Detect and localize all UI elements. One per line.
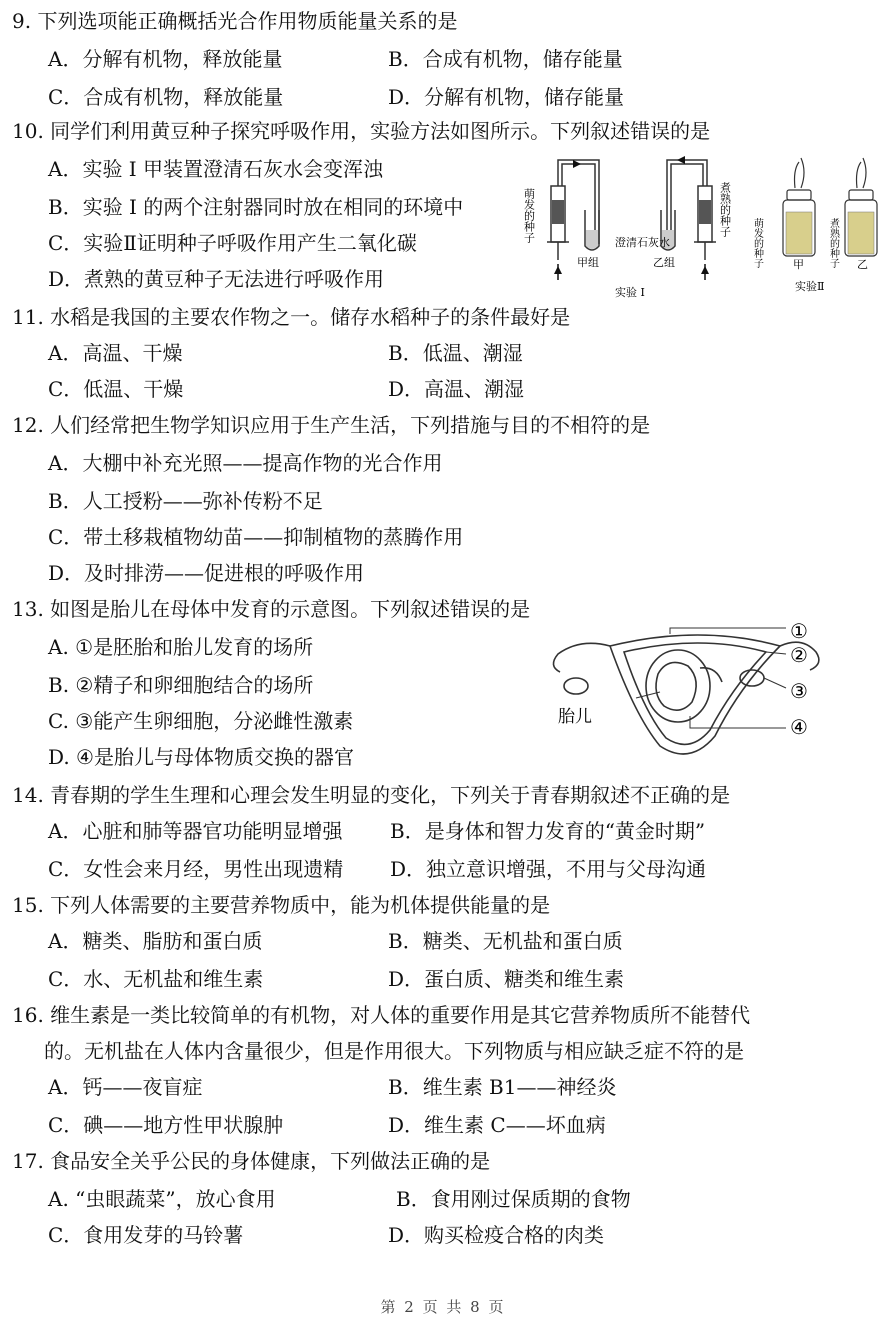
question-12: 12. 人们经常把生物学知识应用于生产生活，下列措施与目的不相符的是: [12, 413, 651, 437]
option-13d[interactable]: D. ④是胎儿与母体物质交换的器官: [48, 745, 354, 769]
option-9a[interactable]: A．分解有机物，释放能量: [48, 47, 283, 71]
option-13a[interactable]: A. ①是胚胎和胎儿发育的场所: [48, 635, 314, 659]
ovary-left: [564, 678, 588, 694]
option-12b[interactable]: B．人工授粉——弥补传粉不足: [48, 489, 323, 513]
option-9b[interactable]: B．合成有机物，储存能量: [388, 47, 623, 71]
label-group-b: 乙组: [653, 256, 675, 269]
label-germinating-seeds: 萌发的种子: [522, 188, 536, 243]
option-11c[interactable]: C．低温、干燥: [48, 377, 184, 401]
question-16-continued: 的。无机盐在人体内含量很少，但是作用很大。下列物质与相应缺乏症不符的是: [44, 1039, 744, 1063]
option-15b[interactable]: B．糖类、无机盐和蛋白质: [388, 929, 623, 953]
label-experiment-2: 实验Ⅱ: [795, 280, 825, 293]
option-16d[interactable]: D．维生素 C——坏血病: [388, 1113, 606, 1137]
option-17d[interactable]: D．购买检疫合格的肉类: [388, 1223, 605, 1247]
option-14a[interactable]: A．心脏和肺等器官功能明显增强: [48, 819, 343, 843]
jar-label-cooked: 煮熟的种子: [827, 218, 839, 268]
oviduct-left: [553, 643, 610, 672]
label-2: ②: [790, 643, 808, 667]
option-16a[interactable]: A．钙——夜盲症: [48, 1075, 203, 1099]
option-14b[interactable]: B．是身体和智力发育的“黄金时期”: [390, 819, 706, 843]
question-10: 10. 同学们利用黄豆种子探究呼吸作用，实验方法如图所示。下列叙述错误的是: [12, 119, 711, 143]
option-17b[interactable]: B．食用刚过保质期的食物: [396, 1187, 631, 1211]
option-12d[interactable]: D．及时排涝——促进根的呼吸作用: [48, 561, 365, 585]
question-11: 11. 水稻是我国的主要农作物之一。储存水稻种子的条件最好是: [12, 305, 571, 329]
option-12a[interactable]: A．大棚中补充光照——提高作物的光合作用: [48, 451, 443, 475]
option-9c[interactable]: C．合成有机物，释放能量: [48, 85, 284, 109]
arrow-icon-left: [573, 160, 581, 168]
question-15: 15. 下列人体需要的主要营养物质中，能为机体提供能量的是: [12, 893, 551, 917]
option-10d[interactable]: D．煮熟的黄豆种子无法进行呼吸作用: [48, 267, 385, 291]
option-14c[interactable]: C．女性会来月经，男性出现遗精: [48, 857, 344, 881]
option-10a[interactable]: A．实验 Ⅰ 甲装置澄清石灰水会变浑浊: [48, 157, 384, 181]
jar-label-b: 乙: [857, 258, 868, 271]
label-cooked-seeds: 煮熟的种子: [718, 182, 732, 237]
label-limewater: 澄清石灰水: [615, 236, 670, 249]
label-fetus: 胎儿: [558, 707, 592, 727]
question-9: 9. 下列选项能正确概括光合作用物质能量关系的是: [12, 9, 458, 33]
label-3: ③: [790, 679, 808, 703]
label-group-a: 甲组: [577, 256, 599, 269]
fetus: [656, 662, 696, 710]
question-14: 14. 青春期的学生生理和心理会发生明显的变化，下列关于青春期叙述不正确的是: [12, 783, 731, 807]
option-15a[interactable]: A．糖类、脂肪和蛋白质: [48, 929, 263, 953]
option-16c[interactable]: C．碘——地方性甲状腺肿: [48, 1113, 284, 1137]
option-10b[interactable]: B．实验 Ⅰ 的两个注射器同时放在相同的环境中: [48, 195, 464, 219]
jar-label-a: 甲: [793, 258, 804, 271]
question-17: 17. 食品安全关乎公民的身体健康，下列做法正确的是: [12, 1149, 491, 1173]
option-13b[interactable]: B. ②精子和卵细胞结合的场所: [48, 673, 314, 697]
option-15c[interactable]: C．水、无机盐和维生素: [48, 967, 264, 991]
question-13: 13. 如图是胎儿在母体中发育的示意图。下列叙述错误的是: [12, 597, 531, 621]
label-4: ④: [790, 715, 808, 739]
page-footer: 第 2 页 共 8 页: [380, 1298, 506, 1316]
option-11a[interactable]: A．高温、干燥: [48, 341, 183, 365]
option-10c[interactable]: C．实验Ⅱ证明种子呼吸作用产生二氧化碳: [48, 231, 417, 255]
option-17a[interactable]: A. “虫眼蔬菜”，放心食用: [48, 1187, 276, 1211]
option-11d[interactable]: D．高温、潮湿: [388, 377, 525, 401]
option-17c[interactable]: C．食用发芽的马铃薯: [48, 1223, 244, 1247]
placenta: [700, 668, 722, 682]
respiration-experiment-figure: [515, 150, 886, 302]
seeds-right: [699, 200, 711, 224]
smoke-right: [857, 158, 867, 188]
jar-label-germinating: 萌发的种子: [751, 218, 763, 268]
option-9d[interactable]: D．分解有机物，储存能量: [388, 85, 625, 109]
fetus-uterus-figure: [540, 616, 830, 772]
label-1: ①: [790, 619, 808, 643]
question-16: 16. 维生素是一类比较简单的有机物，对人体的重要作用是其它营养物质所不能替代: [12, 1003, 751, 1027]
option-12c[interactable]: C．带土移栽植物幼苗——抑制植物的蒸腾作用: [48, 525, 464, 549]
option-11b[interactable]: B．低温、潮湿: [388, 341, 523, 365]
seeds-left: [552, 200, 564, 224]
option-13c[interactable]: C. ③能产生卵细胞，分泌雌性激素: [48, 709, 354, 733]
option-16b[interactable]: B．维生素 B1——神经炎: [388, 1075, 617, 1099]
smoke-left: [795, 158, 805, 188]
arrow-icon-right: [677, 156, 685, 164]
option-14d[interactable]: D．独立意识增强，不用与父母沟通: [390, 857, 707, 881]
label-experiment-1: 实验 Ⅰ: [615, 286, 645, 299]
option-15d[interactable]: D．蛋白质、糖类和维生素: [388, 967, 625, 991]
